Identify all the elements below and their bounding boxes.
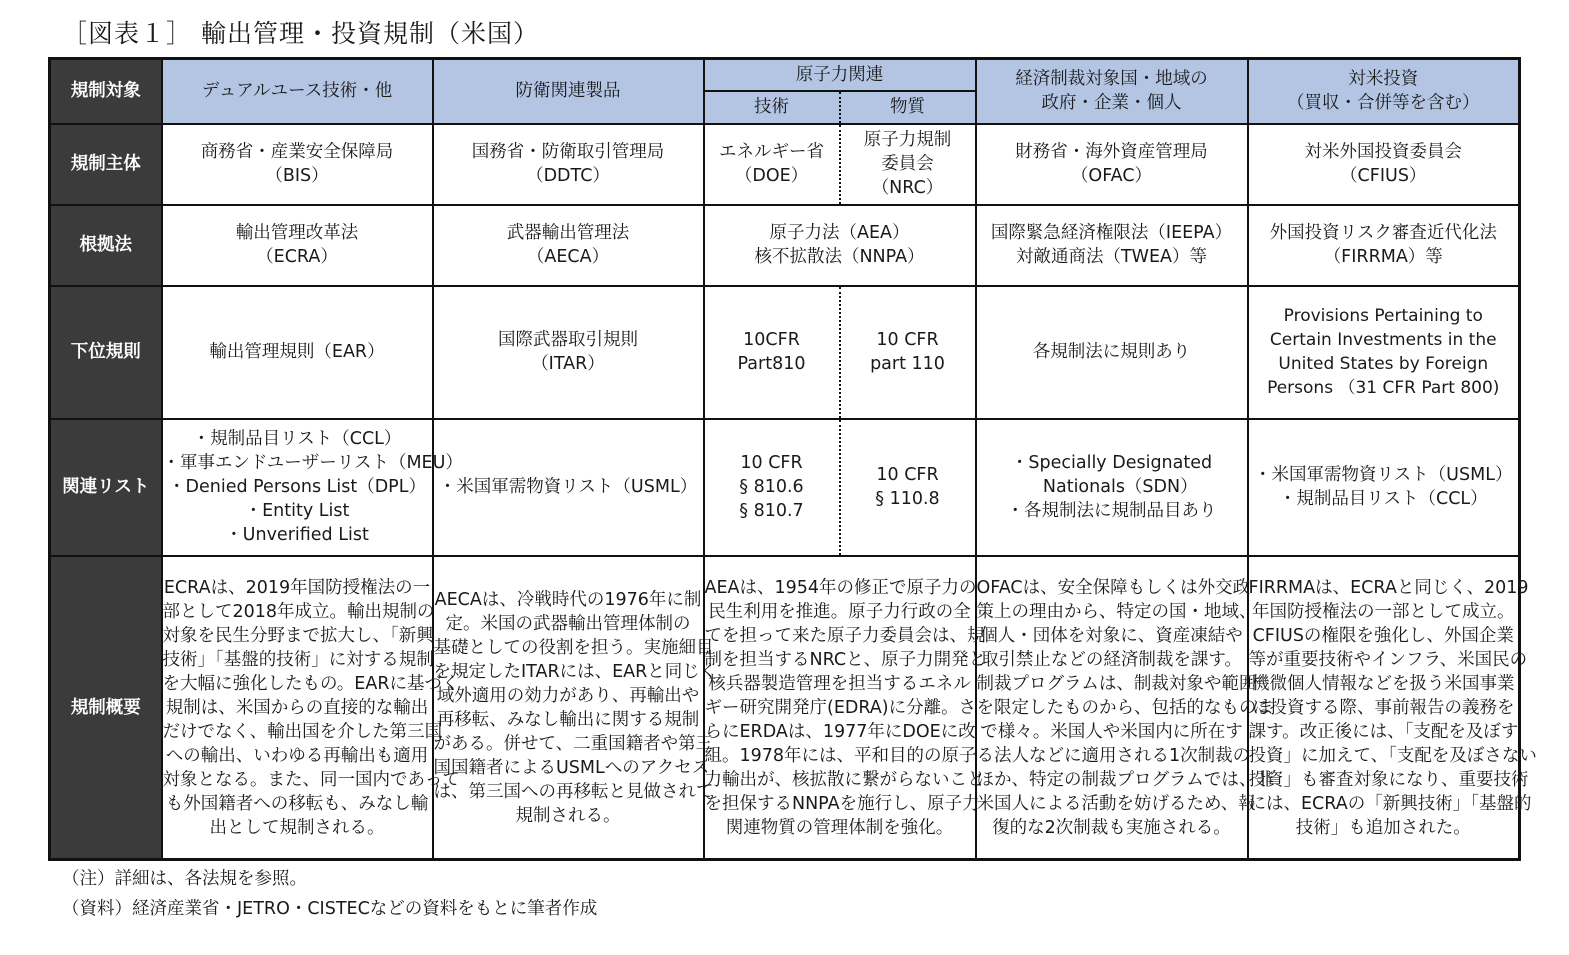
text-line: 国際武器取引規則 — [498, 330, 638, 351]
text-line: エネルギー省 — [719, 142, 824, 163]
col-header-sanctions — [976, 59, 1248, 124]
text-line: 民生利用を推進。原子力行政の全 — [708, 601, 971, 622]
row-header-lists: 関連リスト — [50, 419, 162, 556]
text-line: Persons （31 CFR Part 800) — [1267, 378, 1500, 399]
text-line: 10 CFR — [876, 465, 939, 486]
text-line: 米国人による活動を妨げるため、報 — [976, 793, 1256, 814]
text-line: 等が重要技術やインフラ、米国民の — [1248, 649, 1528, 670]
text-line: ・Entity List — [244, 501, 350, 522]
regs-defense — [433, 286, 704, 419]
text-line: 規制は、米国からの直接的な輸出 — [165, 697, 429, 718]
summary-nuclear — [704, 556, 987, 859]
text-line: 定。米国の武器輸出管理体制の — [445, 613, 691, 634]
text-line: ・規制品目リスト（CCL） — [1278, 489, 1488, 510]
lists-defense — [433, 419, 704, 556]
text-line: 対米外国投資委員会 — [1304, 142, 1462, 163]
text-line: を限定したものから、包括的なものま — [976, 697, 1274, 718]
text-line: 取引禁止などの経済制裁を課す。 — [980, 649, 1243, 670]
text-line: 制裁プログラムは、制裁対象や範囲 — [976, 673, 1257, 694]
text-line: 10 CFR — [740, 453, 803, 474]
text-line: 関連物質の管理体制を強化。 — [725, 817, 954, 838]
col-header-nuclear-material: 物質 — [840, 91, 976, 124]
text-line: で様々。米国人や米国内に所在す — [980, 721, 1243, 742]
text-line: 技術」「基盤的技術」に対する規制 — [162, 649, 434, 670]
text-line: 10CFR — [743, 330, 800, 351]
regs-sanctions — [976, 286, 1248, 419]
text-line: United States by Foreign — [1278, 354, 1489, 375]
text-line: 核兵器製造管理を担当するエネル — [708, 673, 971, 694]
text-line: 復的な2次制裁も実施される。 — [992, 817, 1231, 838]
text-line: への輸出、いわゆる再輸出も適用 — [165, 745, 429, 766]
text-line: （AECA） — [526, 247, 610, 268]
text-line: 原子力規制 — [863, 130, 952, 151]
text-line: に投資する際、事前報告の義務を — [1252, 697, 1515, 718]
text-line: は、第三国への再移転と見做されて — [433, 781, 714, 802]
text-line: る法人などに適用される1次制裁の — [976, 745, 1251, 766]
text-line: § 810.6 — [739, 477, 804, 498]
text-line: 技術」も追加された。 — [1295, 817, 1471, 838]
col-header-defense: 防衛関連製品 — [433, 59, 704, 124]
text-line: ・米国軍需物資リスト（USML） — [1254, 465, 1513, 486]
text-line: 策上の理由から、特定の国・地域、 — [976, 601, 1257, 622]
authority-investment — [1248, 124, 1520, 205]
text-line: 財務省・海外資産管理局 — [1015, 142, 1208, 163]
text-line: （注）詳細は、各法規を参照。 — [62, 869, 307, 889]
col-header-nuclear-tech: 技術 — [704, 91, 840, 124]
authority-sanctions — [976, 124, 1248, 205]
text-line: （BIS） — [265, 166, 329, 187]
col-header-nuclear: 原子力関連 — [704, 59, 976, 91]
text-line: 基礎としての役割を担う。実施細目 — [433, 637, 714, 658]
text-line: 対象となる。また、同一国内であって — [162, 769, 460, 790]
col-header-investment — [1248, 59, 1520, 124]
text-line: FIRRMAは、ECRAと同じく、2019 — [1248, 577, 1529, 598]
text-line: 年国防授権法の一部として成立。 — [1252, 601, 1515, 622]
text-line: 国際緊急経済権限法（IEEPA） — [990, 223, 1233, 244]
text-line: 組。1978年には、平和目的の原子 — [704, 745, 977, 766]
text-line: 制を担当するNRCと、原子力開発と — [704, 649, 987, 670]
text-line: （買収・合併等を含む） — [1287, 93, 1480, 114]
footnotes — [62, 864, 597, 924]
text-line: らにERDAは、1977年にDOEに改 — [704, 721, 976, 742]
text-line: 外国投資リスク審査近代化法 — [1269, 223, 1497, 244]
text-line: 委員会 — [881, 154, 934, 175]
text-line: （DOE） — [734, 166, 809, 187]
text-line: （資料）経済産業省・JETRO・CISTECなどの資料をもとに筆者作成 — [62, 899, 598, 919]
text-line: ・米国軍需物資リスト（USML） — [438, 477, 698, 498]
text-line: 政府・企業・個人 — [1041, 93, 1182, 114]
regulation-table — [48, 57, 1537, 861]
text-line: Nationals（SDN） — [1025, 477, 1198, 498]
text-line: 経済制裁対象国・地域の — [1015, 69, 1208, 90]
lists-nuclear-tech — [704, 419, 840, 556]
text-line: 部として2018年成立。輸出規制の — [162, 601, 435, 622]
text-line: 対象を民生分野まで拡大し、「新興 — [162, 625, 434, 646]
lists-dual-use — [162, 419, 463, 556]
text-line: Provisions Pertaining to — [1283, 306, 1483, 327]
row-header-law: 根拠法 — [50, 205, 162, 286]
text-line: part 110 — [870, 354, 945, 375]
text-line: ・各規制法に規制品目あり — [1006, 501, 1217, 522]
authority-defense — [433, 124, 704, 205]
law-sanctions — [976, 205, 1248, 286]
summary-investment — [1248, 556, 1537, 859]
summary-defense — [433, 556, 718, 859]
text-line: （DDTC） — [526, 166, 610, 187]
text-line: 機微個人情報などを扱う米国事業 — [1252, 673, 1515, 694]
text-line: がある。併せて、二重国籍者や第三 — [433, 733, 714, 754]
text-line: 輸出管理規則（EAR） — [209, 342, 385, 363]
text-line: を担保するNNPAを施行し、原子力 — [704, 793, 980, 814]
text-line: AECAは、冷戦時代の1976年に制 — [434, 589, 702, 610]
text-line: てを担って来た原子力委員会は、規 — [704, 625, 985, 646]
authority-nuclear-tech — [704, 124, 840, 205]
figure-title: ［図表１］ 輸出管理・投資規制（米国） — [62, 19, 539, 48]
text-line: 商務省・産業安全保障局 — [200, 142, 394, 163]
text-line: Certain Investments in the — [1269, 330, 1497, 351]
text-line: を規定したITARには、EARと同じく — [433, 661, 718, 682]
text-line: CFIUSの権限を強化し、外国企業 — [1252, 625, 1514, 646]
regs-nuclear-material — [840, 286, 976, 419]
text-line: 力輸出が、核拡散に繋がらないこと — [704, 769, 985, 790]
text-line: 投資」に加えて、「支配を及ぼさない — [1248, 745, 1537, 766]
law-dual-use — [162, 205, 433, 286]
law-defense — [433, 205, 704, 286]
text-line: 再移転、みなし輸出に関する規制 — [436, 709, 700, 730]
authority-dual-use — [162, 124, 433, 205]
text-line: 輸出管理改革法 — [235, 223, 359, 244]
text-line: には、ECRAの「新興技術」「基盤的 — [1248, 793, 1532, 814]
text-line: 対敵通商法（TWEA）等 — [1015, 247, 1208, 268]
text-line: ECRAは、2019年国防授権法の一 — [163, 577, 431, 598]
text-line: Part810 — [737, 354, 806, 375]
regs-nuclear-tech — [704, 286, 840, 419]
text-line: を大幅に強化したもの。EARに基づく — [162, 673, 460, 694]
text-line: 課す。改正後には、「支配を及ぼす — [1248, 721, 1519, 742]
text-line: 規制される。 — [515, 805, 621, 826]
regs-dual-use — [162, 286, 433, 419]
text-line: ・規制品目リスト（CCL） — [192, 429, 402, 450]
authority-nuclear-material — [840, 124, 976, 205]
text-line: （NRC） — [871, 178, 944, 199]
lists-nuclear-material — [840, 419, 976, 556]
text-line: 各規制法に規則あり — [1032, 342, 1191, 363]
text-line: 国国籍者によるUSMLへのアクセス — [433, 757, 710, 778]
regs-investment — [1248, 286, 1520, 419]
text-line: 対米投資 — [1348, 69, 1419, 90]
text-line: 武器輸出管理法 — [506, 223, 630, 244]
lists-sanctions — [976, 419, 1248, 556]
summary-sanctions — [976, 556, 1274, 859]
text-line: 個人・団体を対象に、資産凍結や — [980, 625, 1243, 646]
text-line: 10 CFR — [876, 330, 939, 351]
col-header-dual-use: デュアルユース技術・他 — [162, 59, 433, 124]
text-line: （FIRRMA）等 — [1323, 247, 1443, 268]
text-line: OFACは、安全保障もしくは外交政 — [976, 577, 1251, 598]
text-line: も外国籍者への移転も、みなし輸 — [165, 793, 429, 814]
text-line: （ECRA） — [256, 247, 338, 268]
text-line: ・Unverified List — [225, 525, 369, 546]
text-line: 原子力法（AEA） — [769, 223, 910, 244]
lists-investment — [1248, 419, 1520, 556]
text-line: ギー研究開発庁(EDRA)に分離。さ — [704, 697, 977, 718]
text-line: § 110.8 — [875, 489, 940, 510]
text-line: ほか、特定の制裁プログラムでは、非 — [976, 769, 1274, 790]
text-line: 域外適用の効力があり、再輸出や — [436, 685, 700, 706]
text-line: AEAは、1954年の修正で原子力の — [704, 577, 977, 598]
text-line: 国務省・防衛取引管理局 — [471, 142, 665, 163]
text-line: 投資」も審査対象になり、重要技術 — [1248, 769, 1529, 790]
text-line: （CFIUS） — [1340, 166, 1427, 187]
text-line: 核不拡散法（NNPA） — [754, 247, 925, 268]
text-line: （OFAC） — [1070, 166, 1153, 187]
text-line: ・Denied Persons List（DPL） — [168, 477, 426, 498]
row-header-authority: 規制主体 — [50, 124, 162, 205]
row-header-summary: 規制概要 — [50, 556, 162, 859]
law-nuclear — [704, 205, 976, 286]
text-line: ・軍事エンドユーザーリスト（MEU） — [162, 453, 463, 474]
text-line: だけでなく、輸出国を介した第三国 — [162, 721, 443, 742]
row-header-target: 規制対象 — [50, 59, 162, 124]
law-investment — [1248, 205, 1520, 286]
text-line: § 810.7 — [739, 501, 804, 522]
summary-dual-use — [162, 556, 460, 859]
row-header-regulations: 下位規則 — [50, 286, 162, 419]
text-line: ・Specially Designated — [1010, 453, 1213, 474]
text-line: 出として規制される。 — [209, 817, 385, 838]
text-line: （ITAR） — [531, 354, 605, 375]
